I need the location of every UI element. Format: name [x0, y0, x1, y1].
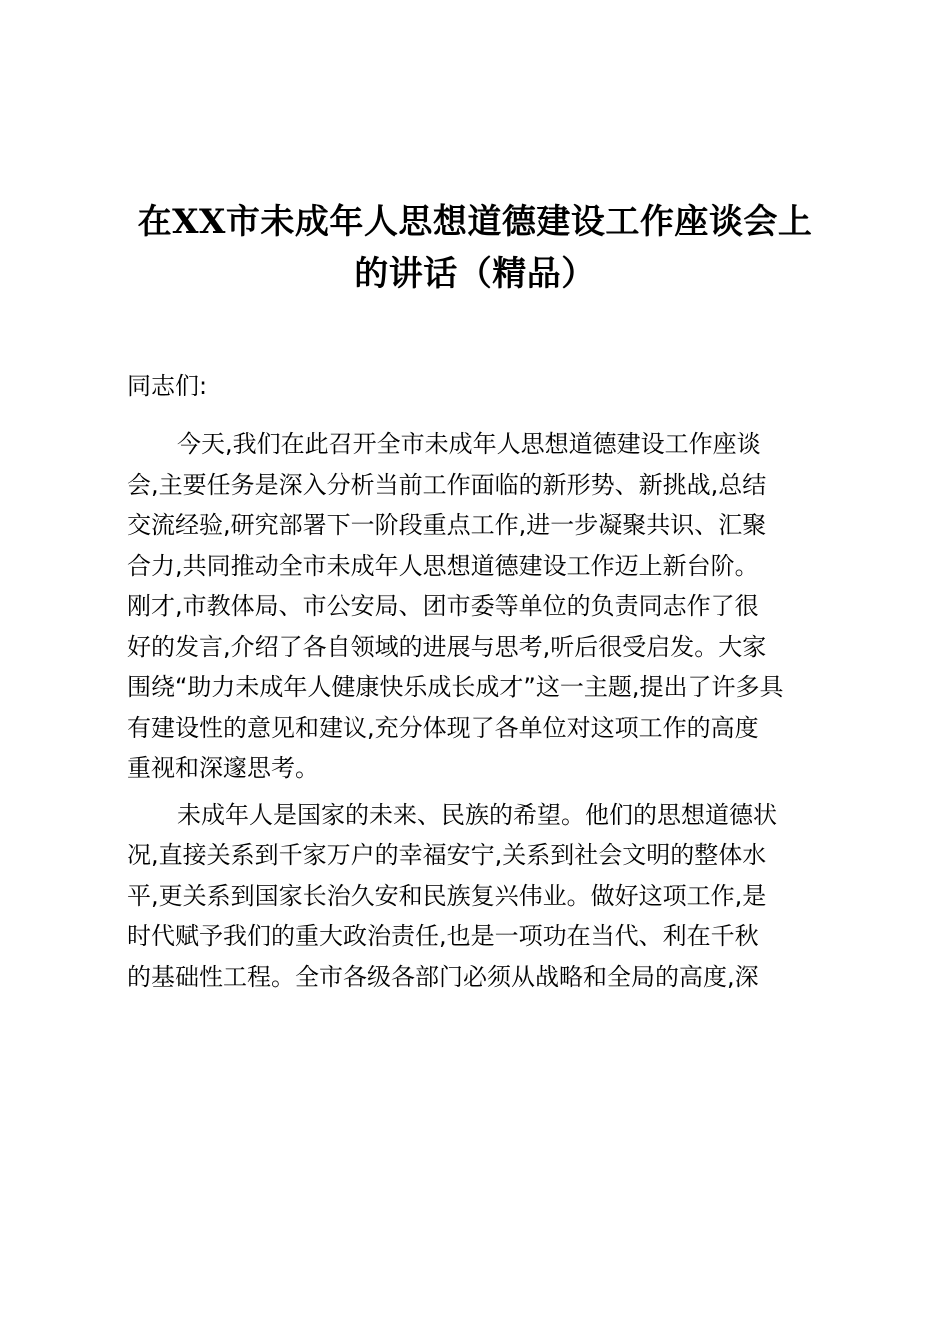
paragraph-line: 有建设性的意见和建议,充分体现了各单位对这项工作的高度 [127, 713, 759, 742]
paragraph-line: 的基础性工程。全市各级各部门必须从战略和全局的高度,深 [127, 962, 759, 991]
salutation: 同志们: [127, 372, 208, 400]
paragraph-line: 会,主要任务是深入分析当前工作面临的新形势、新挑战,总结 [127, 470, 767, 499]
paragraph-2 [127, 795, 827, 998]
paragraph-line: 平,更关系到国家长治久安和民族复兴伟业。做好这项工作,是 [127, 881, 767, 910]
paragraph-1 [127, 424, 827, 789]
paragraph-line: 今天,我们在此召开全市未成年人思想道德建设工作座谈 [177, 430, 761, 458]
paragraph-line: 合力,共同推动全市未成年人思想道德建设工作迈上新台阶。 [127, 551, 759, 580]
paragraph-line: 刚才,市教体局、市公安局、团市委等单位的负责同志作了很 [127, 592, 759, 620]
paragraph-line: 好的发言,介绍了各自领域的进展与思考,听后很受启发。大家 [127, 632, 767, 661]
paragraph-line: 未成年人是国家的未来、民族的希望。他们的思想道德状 [177, 800, 777, 829]
document-body [127, 424, 827, 1003]
document-title [120, 196, 830, 300]
paragraph-line: 围绕“助力未成年人健康快乐成长成才”这一主题,提出了许多具 [127, 673, 784, 701]
paragraph-line: 时代赋予我们的重大政治责任,也是一项功在当代、利在千秋 [127, 922, 759, 950]
title-line-2: 的讲话（精品） [354, 254, 596, 294]
paragraph-line: 况,直接关系到千家万户的幸福安宁,关系到社会文明的整体水 [127, 841, 767, 869]
title-line-1: 在XX市未成年人思想道德建设工作座谈会上 [137, 202, 813, 242]
paragraph-line: 重视和深邃思考。 [127, 754, 319, 782]
paragraph-line: 交流经验,研究部署下一阶段重点工作,进一步凝聚共识、汇聚 [127, 511, 767, 539]
